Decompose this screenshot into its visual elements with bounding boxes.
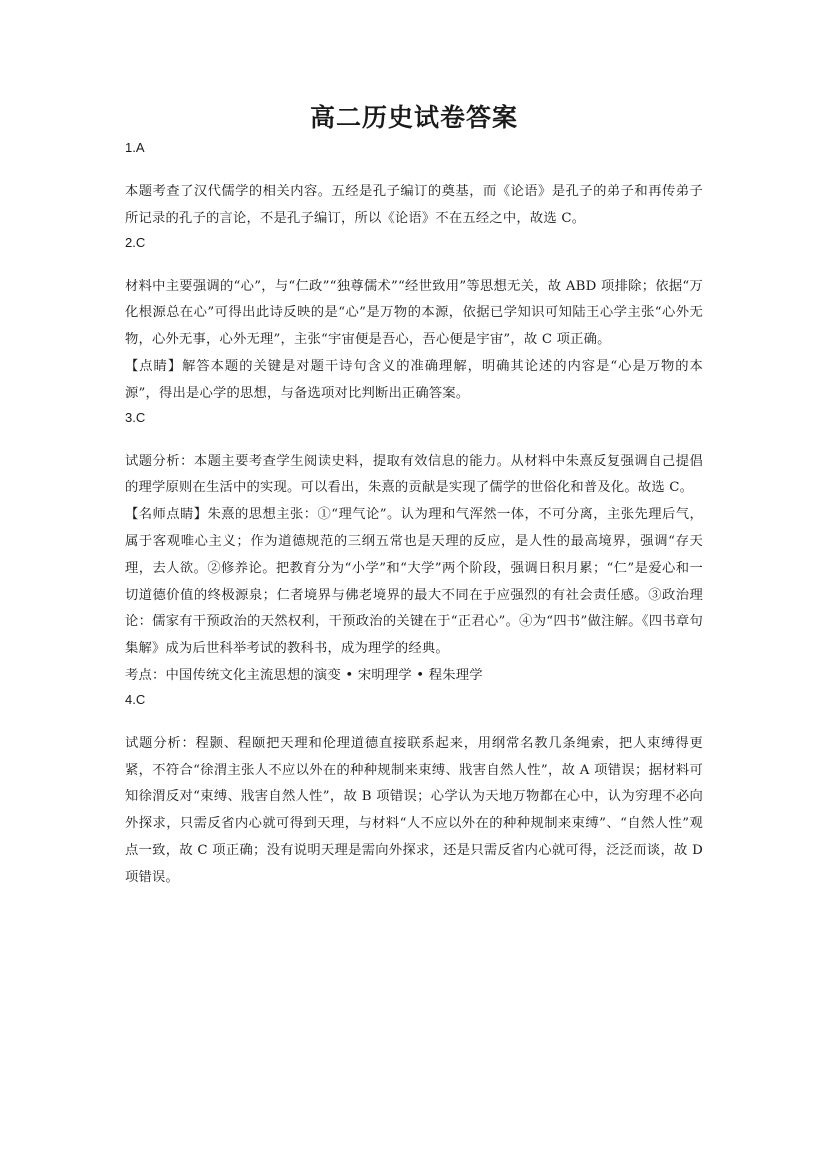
- question-number: 2.C: [125, 234, 146, 250]
- answer-explanation: 试题分析：本题主要考查学生阅读史料，提取有效信息的能力。从材料中朱熹反复强调自己提倡的理学原则在生活中的实现。可以看出，朱熹的贡献是实现了儒学的世俗化和普及化。故选 C。: [125, 453, 703, 496]
- answer-explanation: 材料中主要强调的“心”，与“仁政”“独尊儒术”“经世致用”等思想无关，故 ABD 项排除；依据“万化根源总在心”可得出此诗反映的是“心”是万物的本源，依据已学知识可知陆王心学主张“心外无物，心外无事，心外无理”，主张“宇宙便是吾心，吾心便是宇宙”，故 C 项正确。: [125, 278, 703, 348]
- question-number: 1.A: [125, 140, 145, 155]
- answer-topic: 考点：中国传统文化主流思想的演变 • 宋明理学 • 程朱理学: [125, 667, 483, 683]
- question-4: [125, 690, 703, 892]
- document-title: 高二历史试卷答案: [309, 103, 518, 132]
- question-2: [125, 233, 703, 408]
- question-number: 3.C: [125, 409, 146, 425]
- question-1: [125, 138, 703, 233]
- question-number: 4.C: [125, 691, 146, 707]
- answer-explanation: 试题分析：程颢、程颐把天理和伦理道德直接联系起来，用纲常名教几条绳索，把人束缚得更紧，不符合“徐渭主张人不应以外在的种种规制来束缚、戕害自然人性”，故 A 项错误；据材料可知徐渭反对“束缚、戕害自然人性”，故 B 项错误；心学认为天地万物都在心中，认为穷理不必向外探求，只需反省内心就可得到天理，与材料“人不应以外在的种种规制来束缚”、“自然人性”观点一致，故 C 项正确；没有说明天理是需向外探求，还是只需反省内心就可得，泛泛而谈，故 D 项错误。: [125, 735, 703, 885]
- answer-note: 【名师点睛】朱熹的思想主张：①“理气论”。认为理和气浑然一体，不可分离，主张先理后气，属于客观唯心主义；作为道德规范的三纲五常也是天理的反应，是人性的最高境界，强调“存天理，去人欲。②修养论。把教育分为“小学”和“大学”两个阶段，强调日积月累；“仁”是爱心和一切道德价值的终极源泉；仁者境界与佛老境界的最大不同在于应强烈的有社会责任感。③政治理论：儒家有干预政治的天然权利，干预政治的关键在于“正君心”。④为“四书”做注解。《四书章句集解》成为后世科举考试的教科书，成为理学的经典。: [125, 507, 703, 657]
- answer-explanation: 本题考查了汉代儒学的相关内容。五经是孔子编订的奠基，而《论语》是孔子的弟子和再传弟子所记录的孔子的言论，不是孔子编订，所以《论语》不在五经之中，故选 C。: [125, 184, 703, 226]
- question-3: [125, 408, 703, 690]
- answer-document: [125, 98, 703, 892]
- answer-note: 【点睛】解答本题的关键是对题干诗句含义的准确理解，明确其论述的内容是“心是万物的本源”，得出是心学的思想，与备选项对比判断出正确答案。: [125, 358, 703, 401]
